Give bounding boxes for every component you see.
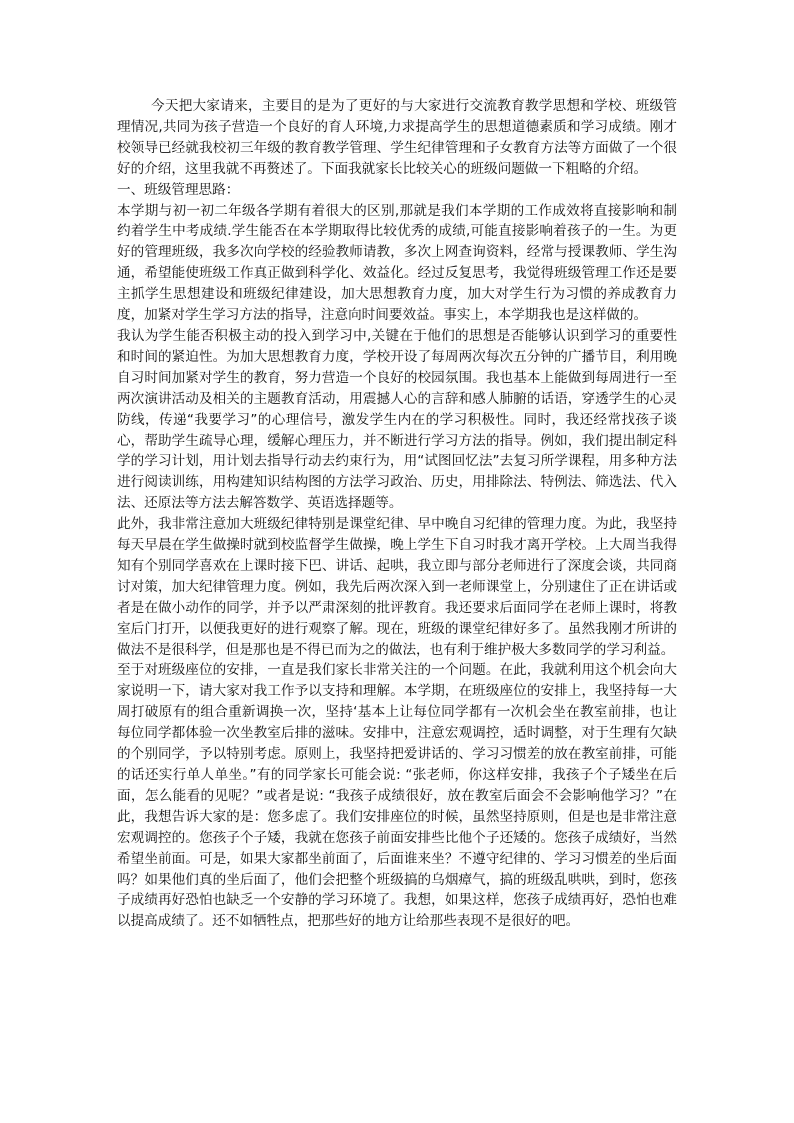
intro-paragraph: 今天把大家请来，主要目的是为了更好的与大家进行交流教育教学思想和学校、班级管理情况,共同为孩子营造一个良好的育人环境,力求提高学生的思想道德素质和学习成绩。刚才校领导已经就我校初三年级的教育教学管理、学生纪律管理和子女教育方法等方面做了一个很好的介绍，这里我就不再赘述了。下面我就家长比较关心的班级问题做一下粗略的介绍。	[117, 98, 677, 177]
body-paragraph: 本学期与初一初二年级各学期有着很大的区别,那就是我们本学期的工作成效将直接影响和制约着学生中考成绩.学生能否在本学期取得比较优秀的成绩,可能直接影响着孩子的一生。为更好的管理班级，我多次向学校的经验教师请教，多次上网查询资料，经常与授课教师、学生沟通，希望能使班级工作真正做到科学化、效益化。经过反复思考，我觉得班级管理工作还是要主抓学生思想建设和班级纪律建设，加大思想教育力度，加大对学生行为习惯的养成教育力度，加紧对学生学习方法的指导，注意向时间要效益。事实上，本学期我也是这样做的。	[117, 202, 677, 324]
body-paragraph: 至于对班级座位的安排，一直是我们家长非常关注的一个问题。在此，我就利用这个机会向大家说明一下，请大家对我工作予以支持和理解。本学期，在班级座位的安排上，我坚持每一大周打破原有的组合重新调换一次，坚持‘基本上让每位同学都有一次机会坐在教室前排，也让每位同学都体验一次坐教室后排的滋味。安排中，注意宏观调控，适时调整，对于生理有欠缺的个别同学，予以特别考虑。原则上，我坚持把爱讲话的、学习习惯差的放在教室前排，可能的话还实行单人单坐。”有的同学家长可能会说: “张老师，你这样安排，我孩子个子矮坐在后面，怎么能看的见呢？”或者是说: “我孩子成绩很好，放在教室后面会不会影响他学习？”在此，我想告诉大家的是：您多虑了。我们安排座位的时候，虽然坚持原则，但是也是非常注意宏观调控的。您孩子个子矮，我就在您孩子前面安排些比他个子还矮的。您孩子成绩好，当然希望坐前面。可是，如果大家都坐前面了，后面谁来坐？不遵守纪律的、学习习惯差的坐后面吗？如果他们真的坐后面了，他们会把整个班级搞的乌烟瘴气，搞的班级乱哄哄，到时，您孩子成绩再好恐怕也缺乏一个安静的学习环境了。我想，如果这样，您孩子成绩再好，恐怕也难以提高成绩了。还不如牺牲点，把那些好的地方让给那些表现不是很好的吧。	[117, 662, 677, 930]
body-paragraph: 我认为学生能否积极主动的投入到学习中,关键在于他们的思想是否能够认识到学习的重要性和时间的紧迫性。为加大思想教育力度，学校开设了每周两次每次五分钟的广播节目，利用晚自习时间加紧对学生的教育，努力营造一个良好的校园氛围。我也基本上能做到每周进行一至两次演讲活动及相关的主题教育活动，用震撼人心的言辞和感人肺腑的话语，穿透学生的心灵防线，传递“我要学习”的心理信号，激发学生内在的学习积极性。同时，我还经常找孩子谈心，帮助学生疏导心理，缓解心理压力，并不断进行学习方法的指导。例如，我们提出制定科学的学习计划，用计划去指导行动去约束行为，用“试图回忆法”去复习所学课程，用多种方法进行阅读训练，用构建知识结构图的方法学习政治、历史，用排除法、特例法、筛选法、代入法、还原法等方法去解答数学、英语选择题等。	[117, 327, 677, 512]
body-paragraph: 此外，我非常注意加大班级纪律特别是课堂纪律、早中晚自习纪律的管理力度。为此，我坚持每天早晨在学生做操时就到校监督学生做操，晚上学生下自习时我才离开学校。上大周当我得知有个别同学喜欢在上课时接下巴、讲话、起哄，我立即与部分老师进行了深度会谈，共同商讨对策，加大纪律管理力度。例如，我先后两次深入到一老师课堂上，分别逮住了正在讲话或者是在做小动作的同学，并予以严肃深刻的批评教育。我还要求后面同学在老师上课时，将教室后门打开，以便我更好的进行观察了解。现在，班级的课堂纪律好多了。虽然我刚才所讲的做法不是很科学，但是那也是不得已而为之的做法，也有利于维护极大多数同学的学习利益。	[117, 516, 677, 658]
document-body	[117, 96, 677, 932]
section-heading: 一、班级管理思路：	[117, 181, 240, 198]
